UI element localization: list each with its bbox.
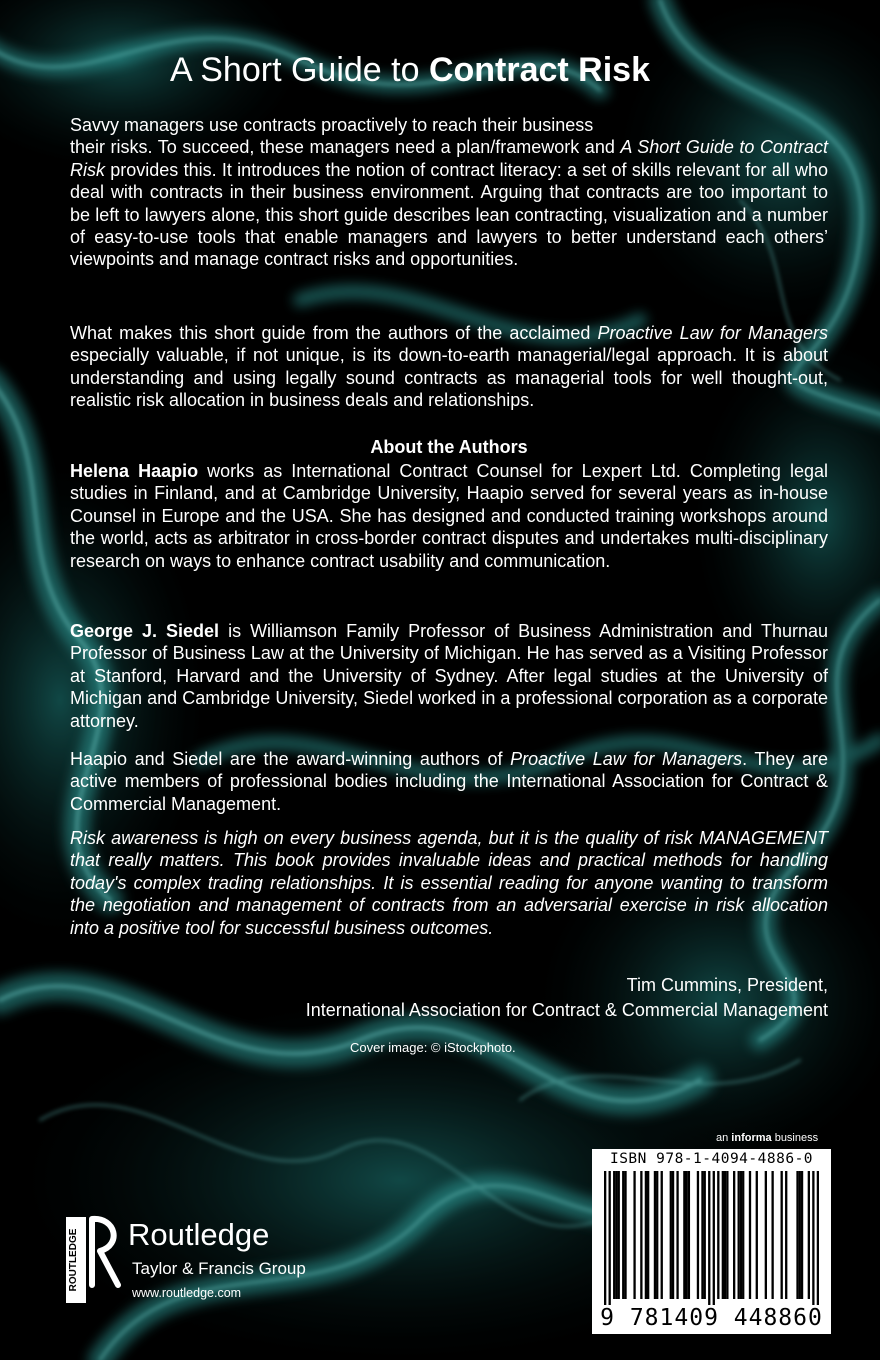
tagline-suffix: business [771, 1132, 819, 1144]
author-name-haapio: Helena Haapio [70, 461, 199, 481]
barcode-bar [685, 1171, 687, 1299]
barcode-bar [647, 1171, 649, 1299]
barcode-bar [683, 1171, 685, 1299]
intro-paragraph-2 [70, 322, 828, 412]
barcode-bar [701, 1171, 703, 1299]
barcode-bar [801, 1171, 803, 1299]
book-title-prefix: A Short Guide to [170, 51, 429, 89]
endorsement-quote: Risk awareness is high on every business agenda, but it is the quality of risk MANAGEMENT that really matters. This book provides invaluable ideas and practical methods for handling today's complex trading relationships. It is essential reading for anyone wanting to transform the negotiation and management of contracts from an adversarial exercise in risk allocation into a positive tool for successful business outcomes. [70, 828, 828, 938]
author-bio-haapio [70, 460, 828, 572]
barcode-bar [688, 1171, 690, 1299]
barcode-bar [661, 1171, 663, 1299]
barcode-bar [785, 1171, 787, 1299]
intro-text-b: provides this. It introduces the notion of contract literacy: a set of skills relevant for all who deal with contracts in their business environment. Arguing that contracts are too important to be left to lawyers alone, this short guide describes lean contracting, visualization and a number of easy-to-use tools that enable managers and lawyers to better understand each others’ viewpoints and manage contract risks and opportunities. [70, 159, 828, 270]
attribution-name: Tim Cummins, President, [626, 975, 828, 995]
barcode-bar [799, 1171, 801, 1299]
barcode-bar [713, 1171, 715, 1305]
barcode-bar [796, 1171, 798, 1299]
barcode-bar [812, 1171, 814, 1305]
book-title-bold: Contract Risk [428, 51, 650, 89]
barcode-bar [624, 1171, 626, 1299]
barcode-bar [633, 1171, 635, 1299]
publisher-logo [66, 1215, 336, 1305]
barcode-bar [781, 1171, 783, 1299]
barcode-bar [645, 1171, 647, 1299]
quote-attribution [68, 973, 828, 1023]
barcode-bar [726, 1171, 728, 1299]
barcode-bar [817, 1171, 819, 1305]
barcode-bar [618, 1171, 620, 1299]
book-title [170, 50, 730, 90]
publisher-url[interactable]: www.routledge.com [132, 1286, 242, 1300]
ean-digits: 9 781409 448860 [600, 1305, 823, 1331]
barcode-bar [756, 1171, 758, 1299]
intro2-text-a: What makes this short guide from the authors of the acclaimed [70, 323, 598, 343]
joint-text-b: . They are active members of professional bodies including the International Association for Contract & Commercial Management. [70, 749, 829, 814]
intro-book-title: A Short Guide to Contract Risk [70, 137, 828, 180]
barcode-bar [656, 1171, 658, 1299]
barcode-bar [609, 1171, 611, 1305]
barcode-bar [640, 1171, 642, 1299]
author-name-siedel: George J. Siedel [70, 621, 220, 641]
intro-line-1: Savvy managers use contracts proactively to reach their business [70, 115, 594, 135]
author-text-haapio: works as International Contract Counsel for Lexpert Ltd. Completing legal studies in Finland, and at Cambridge University, Haapio served for several years as in-house Counsel in Europe and the USA. She has designed and conducted training workshops around the world, acts as arbitrator in cross-border contract disputes and undertakes multi-disciplinary research on ways to enhance contract usability and communication. [70, 461, 828, 571]
barcode-bar [672, 1171, 674, 1299]
about-authors-heading: About the Authors [370, 437, 528, 457]
barcode-bar [749, 1171, 751, 1299]
barcode-bars [604, 1171, 819, 1305]
author-bio-siedel [70, 620, 828, 732]
barcode-bar [704, 1171, 706, 1299]
intro-text-a: their risks. To succeed, these managers need a plan/framework and [70, 137, 621, 158]
barcode-bar [733, 1171, 735, 1299]
attribution-org: International Association for Contract & Commercial Management [305, 1000, 828, 1020]
barcode-bar [740, 1171, 742, 1299]
isbn-barcode [592, 1149, 831, 1334]
intro-paragraph-1 [70, 114, 828, 271]
barcode-bar [708, 1171, 710, 1305]
author-text-siedel: is Williamson Family Professor of Business Administration and Thurnau Professor of Business Law at the University of Michigan. He has served as a Visiting Professor at Stanford, Harvard and the University of Sydney. After legal studies at the University of Michigan and Cambridge University, Siedel worked in a professional corporation as a corporate attorney. [70, 621, 828, 731]
barcode-bar [808, 1171, 810, 1299]
publisher-name: Routledge [128, 1217, 270, 1252]
barcode-bar [604, 1171, 606, 1305]
barcode-bar [697, 1171, 699, 1299]
barcode-bar [615, 1171, 617, 1299]
barcode-bar [722, 1171, 724, 1299]
barcode-bar [622, 1171, 624, 1299]
informa-tagline [716, 1131, 818, 1145]
tagline-bold: informa [731, 1132, 772, 1144]
cover-image-credit: Cover image: © iStockphoto. [350, 1040, 516, 1055]
barcode-bar [771, 1171, 773, 1299]
authors-joint-note [70, 748, 828, 815]
intro2-book-title: Proactive Law for Managers [597, 323, 828, 343]
barcode-bar [765, 1171, 767, 1299]
barcode-bar [676, 1171, 678, 1299]
tagline-prefix: an [716, 1132, 732, 1144]
publisher-group: Taylor & Francis Group [132, 1259, 306, 1278]
barcode-bar [717, 1171, 719, 1299]
barcode-bar [670, 1171, 672, 1299]
isbn-label: ISBN 978-1-4094-4886-0 [609, 1151, 814, 1167]
logo-vertical-label: ROUTLEDGE [68, 1228, 79, 1292]
barcode-bar [654, 1171, 656, 1299]
routledge-r-logo-icon [66, 1215, 126, 1305]
joint-text-a: Haapio and Siedel are the award-winning authors of [70, 749, 511, 769]
joint-book-title: Proactive Law for Managers [510, 749, 743, 769]
barcode-bar [742, 1171, 744, 1299]
barcode-bar [738, 1171, 740, 1299]
barcode-bar [613, 1171, 615, 1299]
intro2-text-b: especially valuable, if not unique, is its down-to-earth managerial/legal approach. It is about understanding and using legally sound contracts as managerial tools for well thought-out, realistic risk allocation in business deals and relationships. [70, 345, 828, 411]
barcode-bar [724, 1171, 726, 1299]
